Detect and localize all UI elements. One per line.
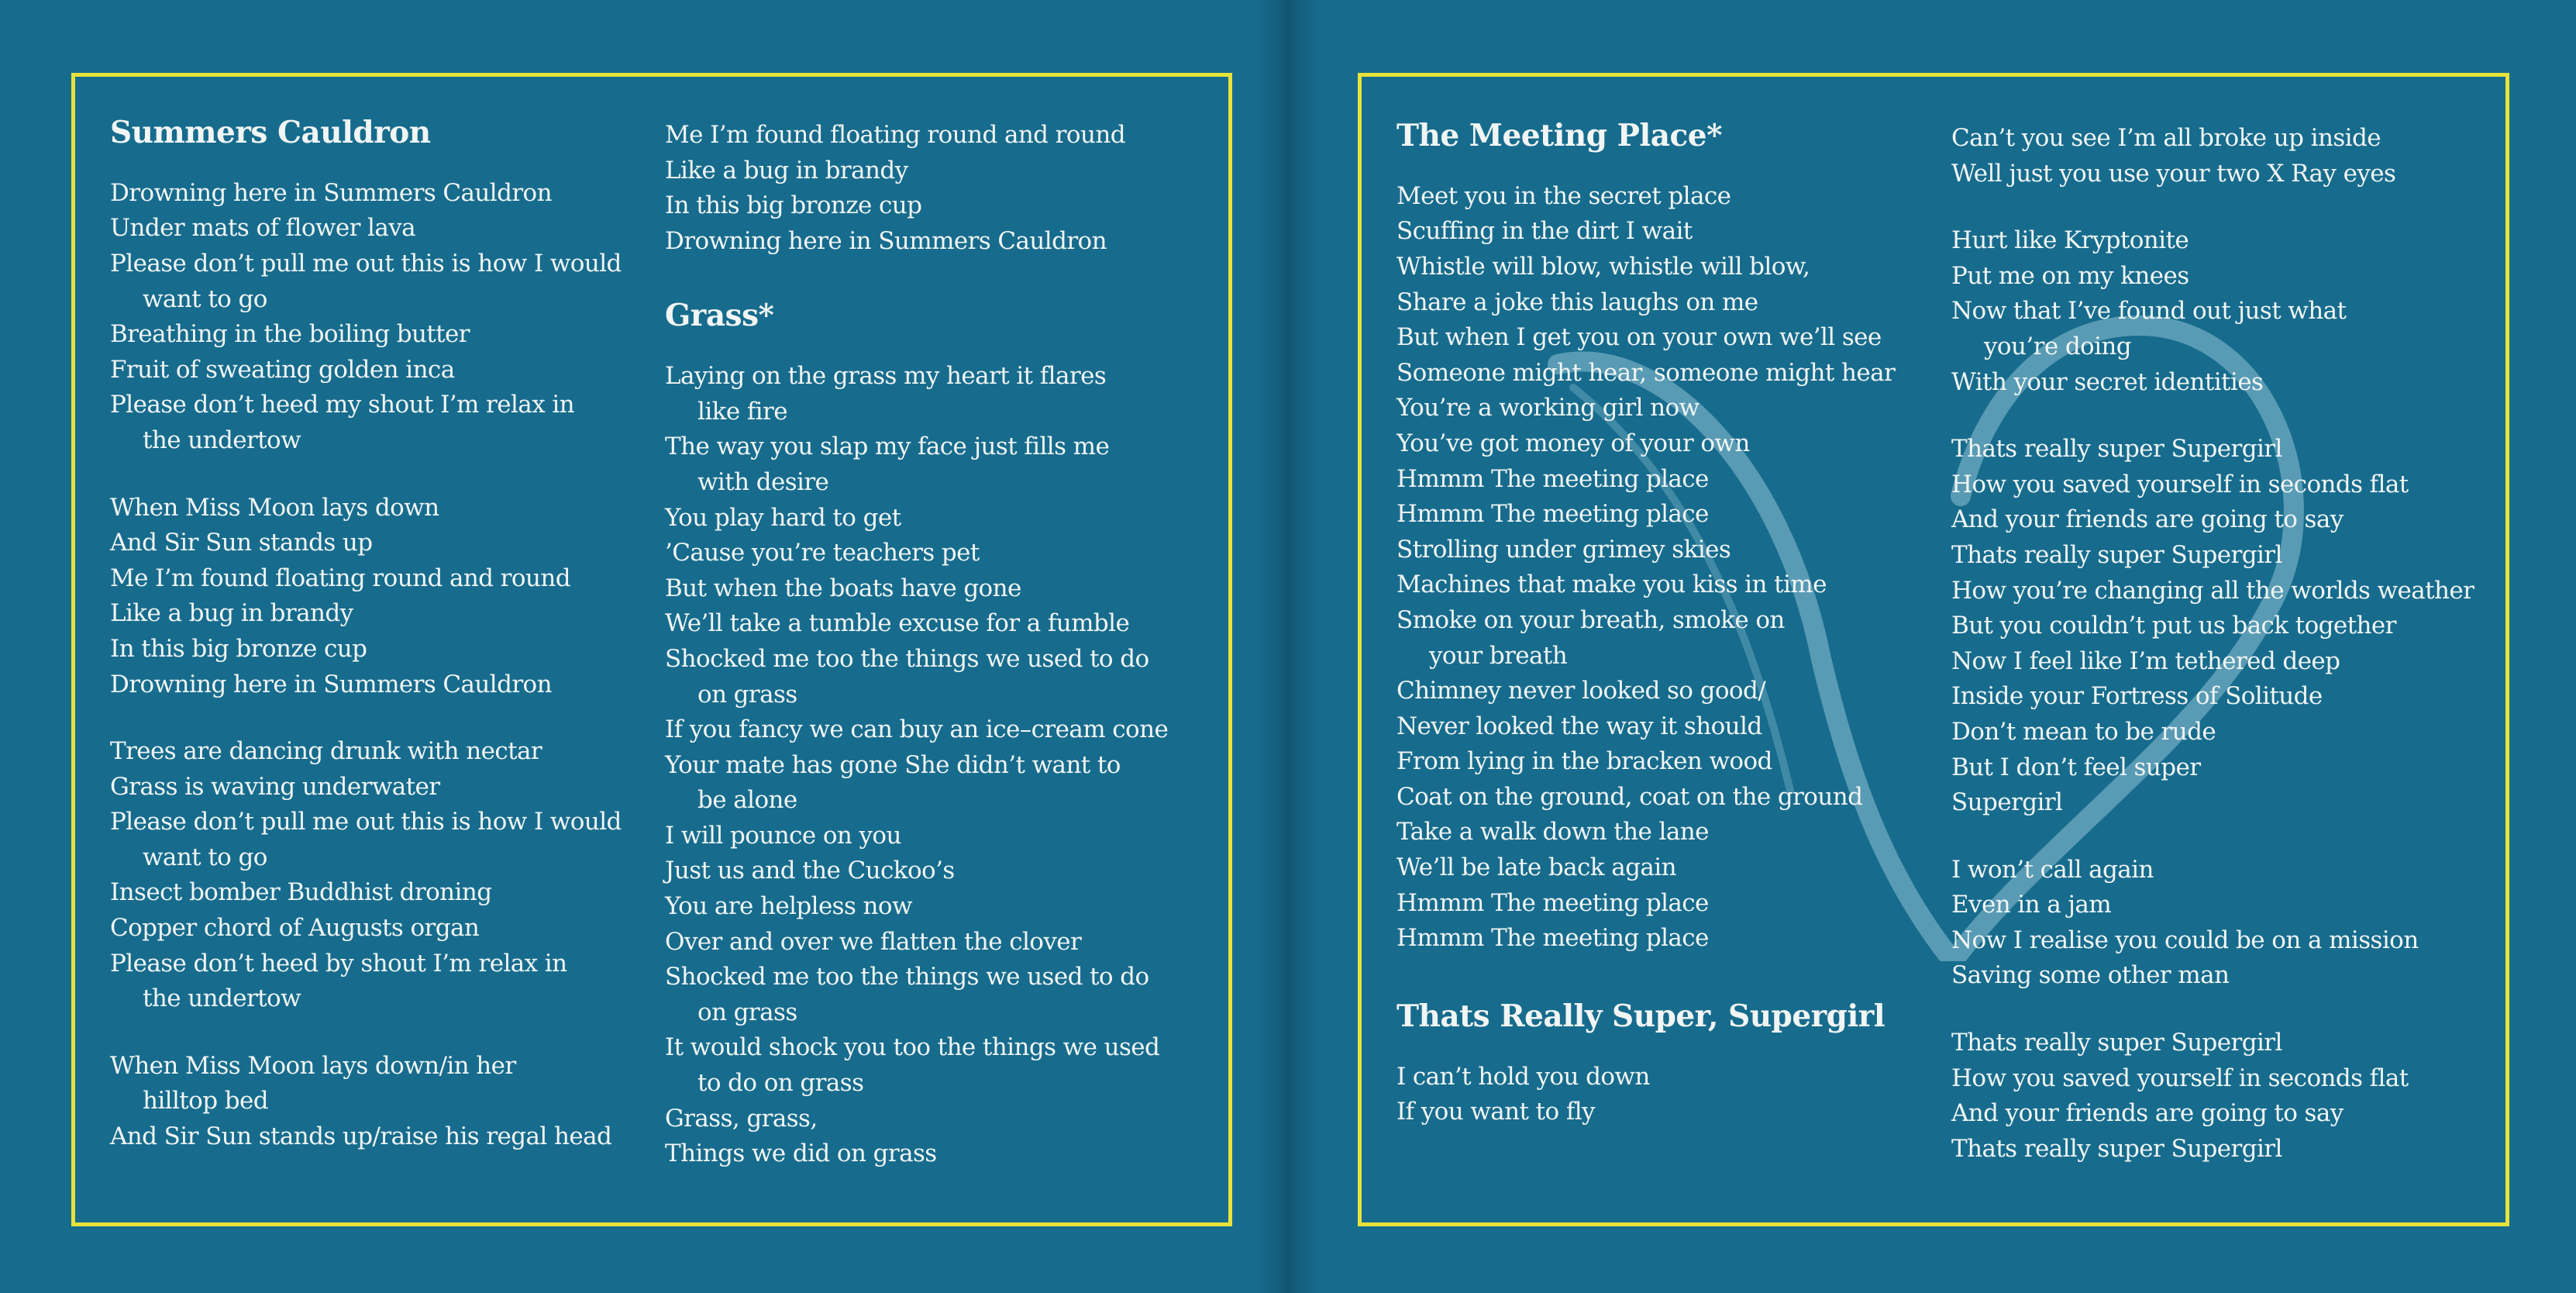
lyric-line: hilltop bed <box>143 1087 268 1115</box>
lyric-line: the undertow <box>143 984 301 1013</box>
stanza-break <box>1951 191 2494 223</box>
lyric-line: the undertow <box>143 426 301 454</box>
lyric-line: Someone might hear, someone might hear <box>1396 358 1896 387</box>
lyric-line: When Miss Moon lays down/in her <box>110 1051 516 1080</box>
lyric-line: Please don’t heed my shout I’m relax in <box>110 391 575 419</box>
lyrics-lines <box>1396 1060 1931 1130</box>
lyric-line: Even in a jam <box>1951 891 2112 919</box>
song-summers-cauldron <box>110 115 637 1155</box>
lyric-line: You are helpless now <box>665 892 912 921</box>
lyric-line: But when I get you on your own we’ll see <box>1396 323 1882 352</box>
lyric-line: Saving some other man <box>1951 961 2230 990</box>
lyric-line: We’ll be late back again <box>1396 853 1676 882</box>
stanza-break <box>1951 994 2494 1026</box>
lyric-line: to do on grass <box>697 1069 864 1098</box>
lyric-line: you’re doing <box>1984 332 2132 360</box>
lyric-line: If you want to fly <box>1396 1098 1595 1126</box>
lyric-line: Hmmm The meeting place <box>1396 464 1709 493</box>
lyric-line: Whistle will blow, whistle will blow, <box>1396 252 1810 281</box>
lyric-line: We’ll take a tumble excuse for a fumble <box>665 609 1130 638</box>
lyric-line: Now I feel like I’m tethered deep <box>1951 646 2340 675</box>
lyric-line: with desire <box>697 467 829 496</box>
lyrics-column-2 <box>665 118 1207 1219</box>
lyric-line: Never looked the way it should <box>1396 712 1762 740</box>
lyrics-lines <box>1396 179 1931 957</box>
lyric-line: Share a joke this laughs on me <box>1396 288 1758 316</box>
lyric-line: And your friends are going to say <box>1951 1099 2344 1128</box>
lyric-line: Take a walk down the lane <box>1396 818 1709 846</box>
lyric-line: Don’t mean to be rude <box>1951 717 2216 746</box>
lyric-line: From lying in the bracken wood <box>1396 747 1772 776</box>
lyric-line: Shocked me too the things we used to do <box>665 963 1149 991</box>
lyrics-column-1 <box>110 115 637 1202</box>
song-title: Grass* <box>665 298 774 334</box>
lyric-line: You’ve got money of your own <box>1396 429 1750 457</box>
lyric-line: Trees are dancing drunk with nectar <box>110 737 542 766</box>
lyric-line: It would shock you too the things we used <box>665 1033 1160 1062</box>
lyric-line: Grass is waving underwater <box>110 772 440 801</box>
lyric-line: Over and over we flatten the clover <box>665 927 1082 956</box>
lyric-line: How you saved yourself in seconds flat <box>1951 470 2409 498</box>
lyric-line: And Sir Sun stands up/raise his regal head <box>110 1122 612 1151</box>
lyric-line: want to go <box>143 843 267 871</box>
lyrics-column-3 <box>1396 118 1931 1177</box>
lyric-line: like fire <box>697 397 787 426</box>
lyric-line: Strolling under grimey skies <box>1396 535 1731 564</box>
lyric-line: You’re a working girl now <box>1396 394 1700 422</box>
lyric-line: Thats really super Supergirl <box>1951 540 2282 569</box>
lyric-line: The way you slap my face just fills me <box>665 433 1110 461</box>
lyric-line: ’Cause you’re teachers pet <box>665 539 980 567</box>
lyric-line: Now that I’ve found out just what <box>1951 297 2347 326</box>
lyric-line: want to go <box>143 284 267 313</box>
lyric-line: on grass <box>697 680 797 709</box>
song-title: The Meeting Place* <box>1396 118 1722 153</box>
lyric-line: I can’t hold you down <box>1396 1062 1650 1091</box>
song-supergirl-continued <box>1951 121 2494 1167</box>
lyric-line: Me I’m found floating round and round <box>665 121 1125 149</box>
lyric-line: Coat on the ground, coat on the ground <box>1396 782 1863 811</box>
lyric-line: Hmmm The meeting place <box>1396 888 1709 917</box>
lyric-line: I will pounce on you <box>665 821 901 850</box>
stanza-break <box>110 702 637 734</box>
lyric-line: Me I’m found floating round and round <box>110 564 570 592</box>
lyric-line: In this big bronze cup <box>110 634 367 663</box>
stanza-break <box>1951 400 2494 432</box>
lyric-line: But when the boats have gone <box>665 574 1021 602</box>
lyrics-column-4 <box>1951 121 2494 1213</box>
lyric-line: Can’t you see I’m all broke up inside <box>1951 124 2381 152</box>
lyric-line: Please don’t pull me out this is how I would <box>110 808 622 836</box>
song-summers-cauldron-continued <box>665 118 1207 259</box>
lyric-line: Grass, grass, <box>665 1104 818 1133</box>
lyric-line: Machines that make you kiss in time <box>1396 571 1827 599</box>
lyric-line: Scuffing in the dirt I wait <box>1396 217 1693 246</box>
lyric-line: How you saved yourself in seconds flat <box>1951 1064 2409 1092</box>
lyrics-lines <box>665 118 1207 259</box>
song-title: Thats Really Super, Supergirl <box>1396 998 1886 1034</box>
lyric-line: on grass <box>697 998 797 1026</box>
lyric-line: Under mats of flower lava <box>110 214 416 243</box>
lyric-line: And your friends are going to say <box>1951 505 2344 534</box>
lyric-line: With your secret identities <box>1951 367 2264 396</box>
stanza-break <box>110 459 637 491</box>
lyric-line: Like a bug in brandy <box>665 156 908 184</box>
lyric-line: But you couldn’t put us back together <box>1951 612 2396 640</box>
lyric-line: Put me on my knees <box>1951 261 2189 290</box>
lyric-line: Now I realise you could be on a mission <box>1951 926 2419 954</box>
lyric-line: If you fancy we can buy an ice–cream cone <box>665 715 1169 744</box>
lyric-line: Just us and the Cuckoo’s <box>665 857 955 885</box>
lyrics-lines <box>110 176 637 1155</box>
lyric-line: Please don’t heed by shout I’m relax in <box>110 949 567 978</box>
lyric-line: Things we did on grass <box>665 1140 937 1168</box>
lyric-line: Breathing in the boiling butter <box>110 320 470 349</box>
lyric-line: Thats really super Supergirl <box>1951 435 2282 464</box>
lyric-line: And Sir Sun stands up <box>110 529 373 557</box>
lyric-line: Drowning here in Summers Cauldron <box>110 178 552 207</box>
lyric-line: How you’re changing all the worlds weather <box>1951 576 2474 605</box>
lyric-line: Fruit of sweating golden inca <box>110 355 455 384</box>
lyric-line: Insect bomber Buddhist droning <box>110 878 492 907</box>
song-the-meeting-place <box>1396 118 1931 957</box>
lyric-line: be alone <box>697 786 797 815</box>
lyric-line: Thats really super Supergirl <box>1951 1029 2282 1057</box>
lyric-line: You play hard to get <box>665 503 901 532</box>
lyric-line: Smoke on your breath, smoke on <box>1396 605 1785 634</box>
lyric-line: But I don’t feel super <box>1951 753 2201 781</box>
lyric-line: I won’t call again <box>1951 855 2154 884</box>
lyric-line: Supergirl <box>1951 788 2063 817</box>
stanza-break <box>110 1017 637 1049</box>
lyric-line: Inside your Fortress of Solitude <box>1951 682 2323 711</box>
lyrics-lines <box>665 359 1207 1172</box>
lyric-line: Shocked me too the things we used to do <box>665 644 1149 673</box>
lyric-line: Hmmm The meeting place <box>1396 924 1709 953</box>
lyric-line: Meet you in the secret place <box>1396 181 1731 210</box>
lyric-line: When Miss Moon lays down <box>110 493 439 522</box>
lyric-line: Laying on the grass my heart it flares <box>665 362 1107 391</box>
lyric-line: Hurt like Kryptonite <box>1951 226 2189 255</box>
lyric-line: Hmmm The meeting place <box>1396 500 1709 529</box>
song-thats-really-super-supergirl <box>1396 998 1931 1130</box>
lyric-line: Please don’t pull me out this is how I would <box>110 249 622 278</box>
lyric-line: Your mate has gone She didn’t want to <box>665 750 1121 779</box>
stanza-break <box>1951 821 2494 853</box>
song-title: Summers Cauldron <box>110 115 431 150</box>
booklet-spine <box>1255 0 1321 1293</box>
lyric-line: Chimney never looked so good/ <box>1396 677 1766 705</box>
lyric-line: Well just you use your two X Ray eyes <box>1951 159 2396 188</box>
lyric-line: Copper chord of Augusts organ <box>110 914 480 943</box>
lyric-line: Drowning here in Summers Cauldron <box>110 670 552 698</box>
lyric-line: Drowning here in Summers Cauldron <box>665 226 1107 255</box>
song-grass <box>665 298 1207 1171</box>
lyric-line: Thats really super Supergirl <box>1951 1134 2282 1163</box>
lyric-line: your breath <box>1429 641 1568 670</box>
lyric-line: Like a bug in brandy <box>110 599 353 628</box>
lyrics-lines <box>1951 121 2494 1167</box>
lyric-line: In this big bronze cup <box>665 191 922 220</box>
